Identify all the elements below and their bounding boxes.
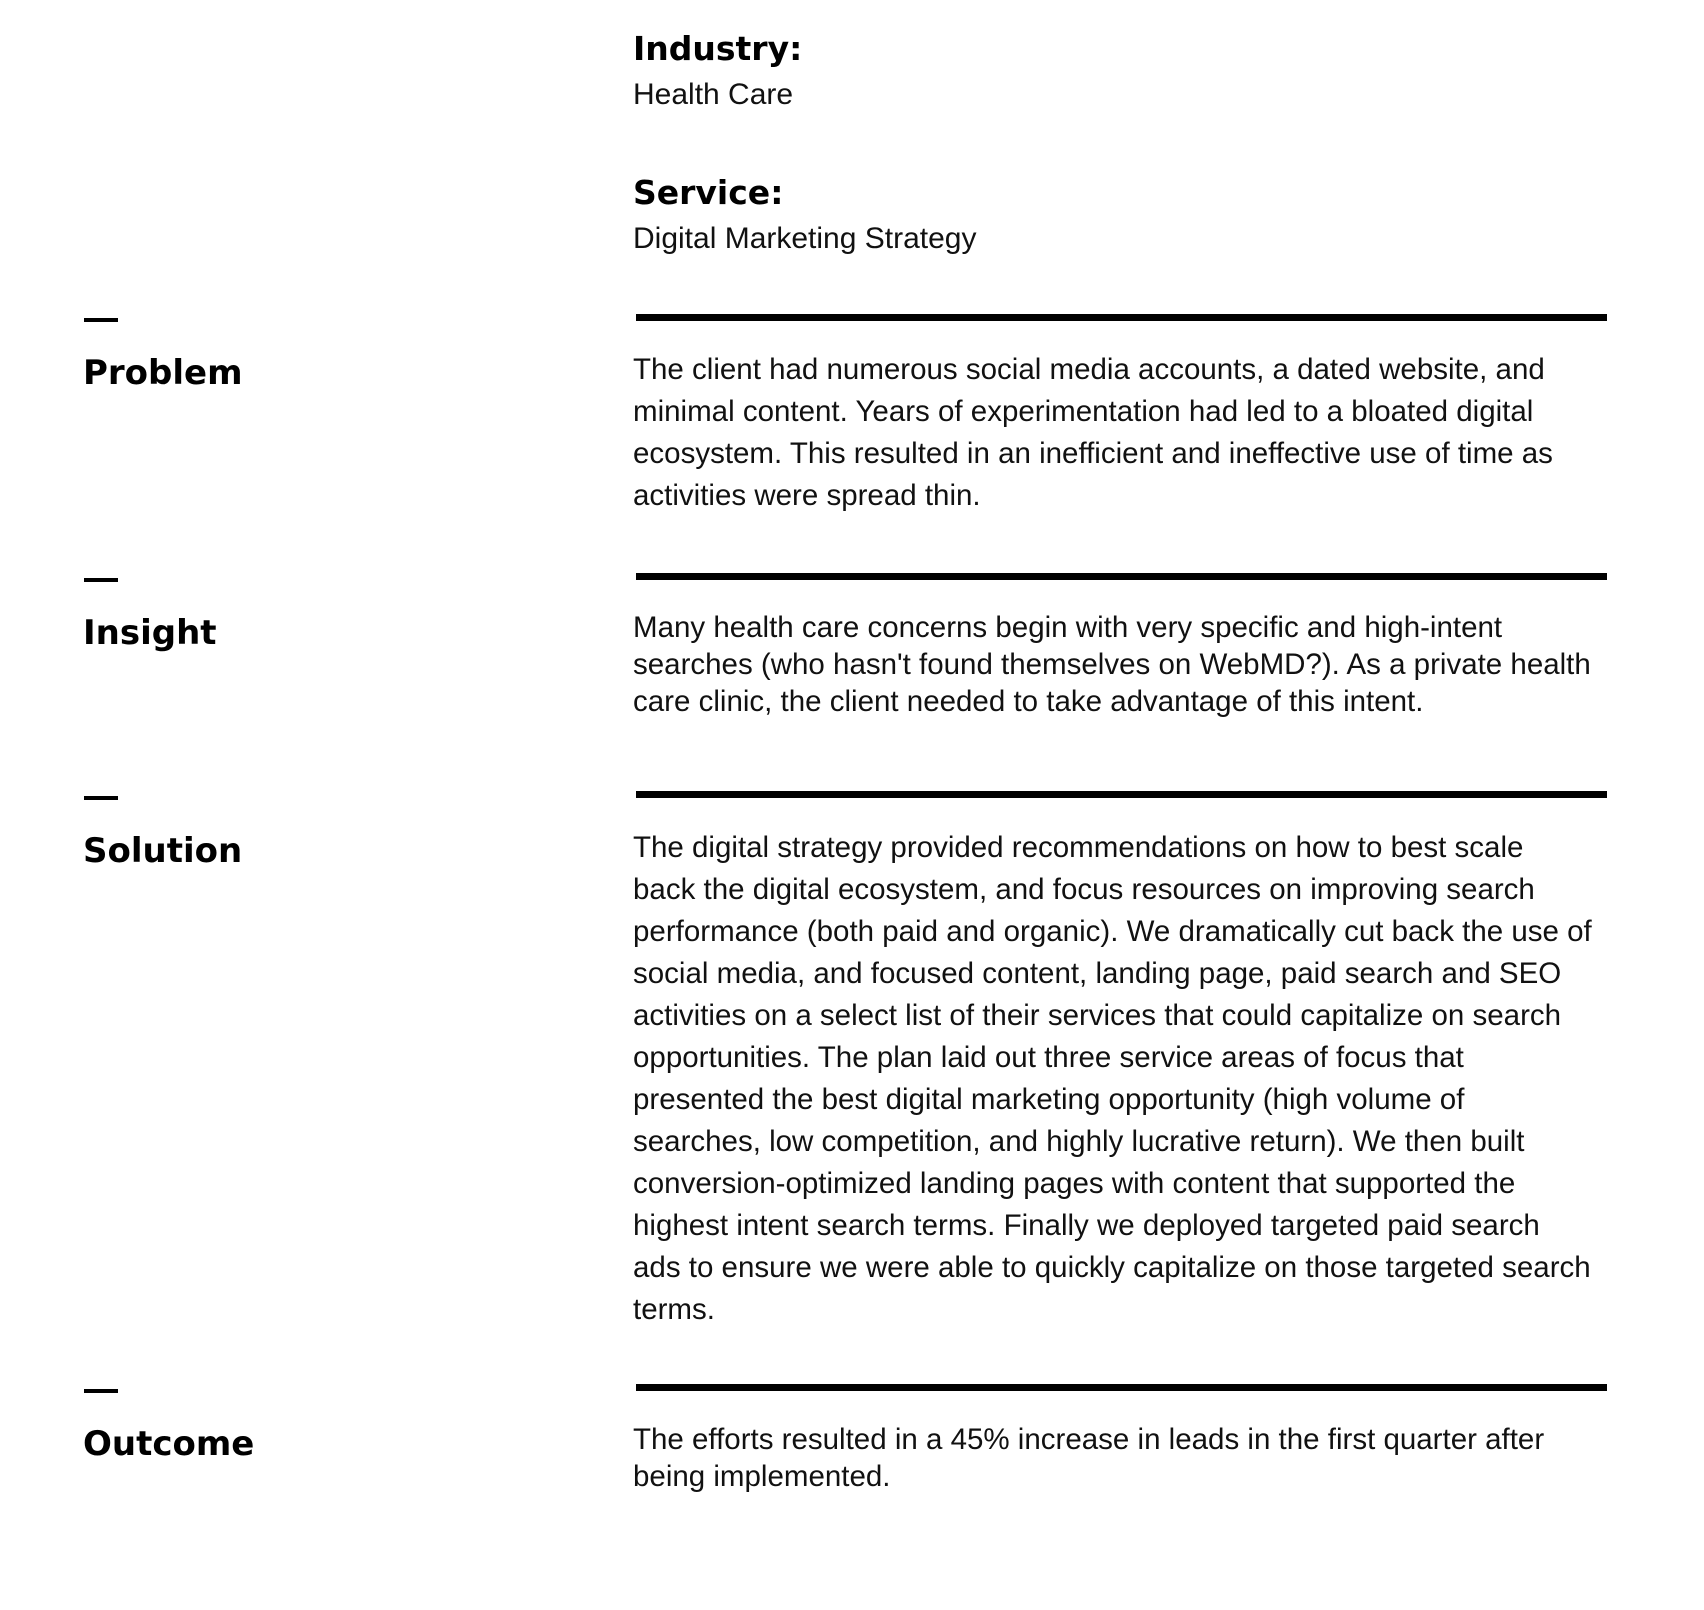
insight-dash bbox=[84, 578, 118, 582]
service-value: Digital Marketing Strategy bbox=[633, 222, 977, 255]
outcome-divider bbox=[636, 1384, 1607, 1391]
insight-divider bbox=[636, 573, 1607, 580]
problem-title: Problem bbox=[83, 353, 243, 393]
solution-divider bbox=[636, 791, 1607, 798]
problem-divider bbox=[636, 314, 1607, 321]
industry-label: Industry: bbox=[633, 29, 803, 68]
insight-text: Many health care concerns begin with very specific and high-intent searches (who hasn't found themselves on WebMD?). As a private health care clinic, the client needed to take advantage of this intent. bbox=[633, 611, 1591, 718]
industry-value: Health Care bbox=[633, 78, 794, 111]
outcome-text: The efforts resulted in a 45% increase in leads in the first quarter after being implemented. bbox=[633, 1423, 1545, 1493]
problem-text: The client had numerous social media accounts, a dated website, and minimal content. Years of experimentation had led to a bloated digital ecosystem. This resulted in an inefficient and ineffective use of time as activities were spread thin. bbox=[633, 353, 1553, 512]
problem-dash bbox=[84, 318, 118, 322]
outcome-title: Outcome bbox=[83, 1424, 255, 1464]
outcome-dash bbox=[84, 1389, 118, 1393]
solution-dash bbox=[84, 796, 118, 800]
solution-title: Solution bbox=[83, 831, 243, 871]
service-label: Service: bbox=[633, 173, 784, 212]
solution-text: The digital strategy provided recommendations on how to best scale back the digital ecosystem, and focus resources on improving search performance (both paid and organic). We dramatically cut back the use of social media, and focused content, landing page, paid search and SEO activities on a select list of their services that could capitalize on search opportunities. The plan laid out three service areas of focus that presented the best digital marketing opportunity (high volume of searches, low competition, and highly lucrative return). We then built conversion-optimized landing pages with content that supported the highest intent search terms. Finally we deployed targeted paid search ads to ensure we were able to quickly capitalize on those targeted search terms. bbox=[633, 831, 1592, 1326]
insight-title: Insight bbox=[83, 613, 217, 653]
